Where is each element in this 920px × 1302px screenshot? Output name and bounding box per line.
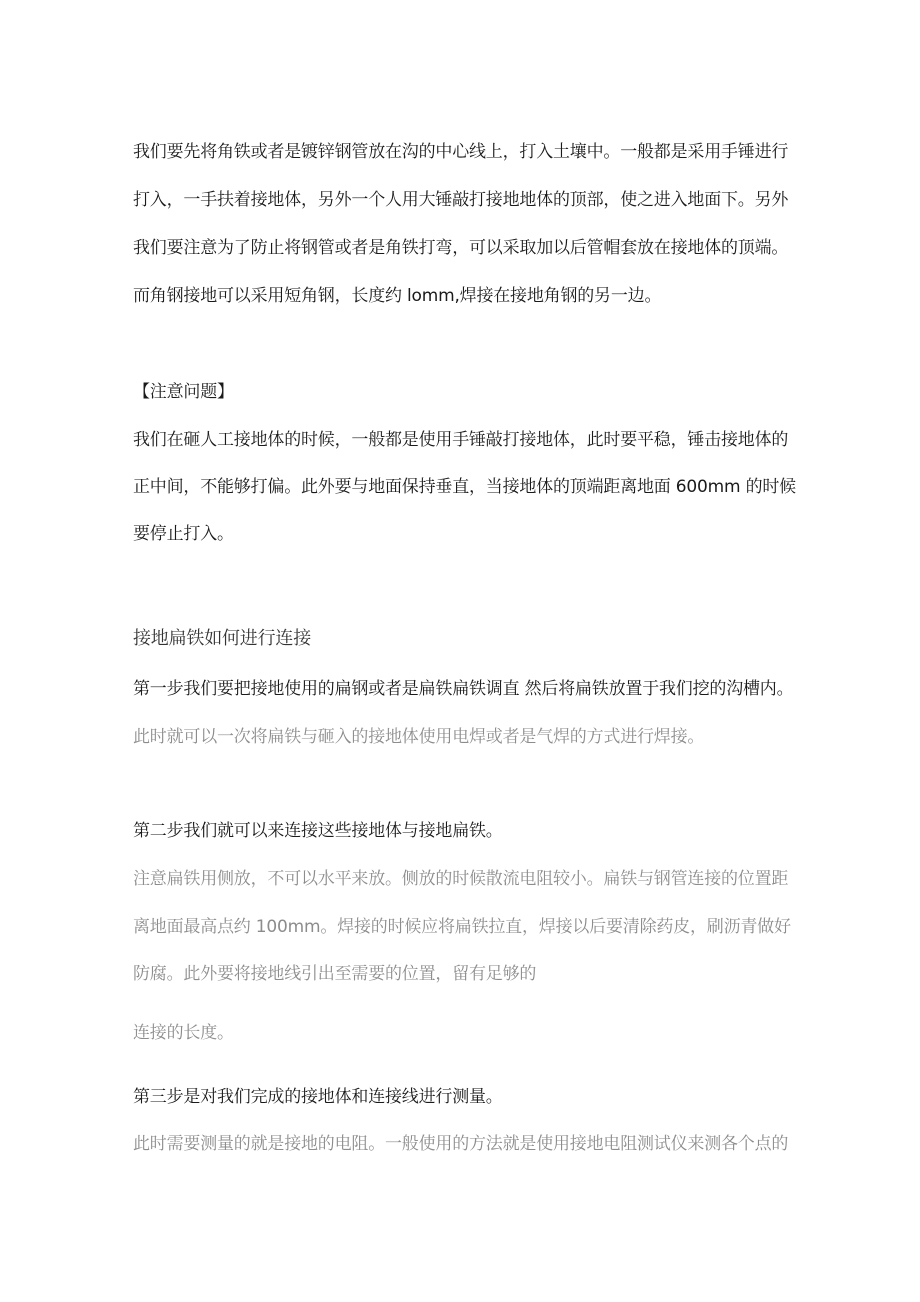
step3-title: 第三步是对我们完成的接地体和连接线进行测量。 <box>133 1087 503 1107</box>
section-heading: 接地扁铁如何进行连接 <box>133 628 311 649</box>
intro-line-1: 我们要先将角铁或者是镀锌钢管放在沟的中心线上，打入土壤中。一般都是采用手锤进行 <box>133 142 789 162</box>
step2-line-2: 离地面最高点约 100mm。焊接的时候应将扁铁拉直，焊接以后要清除药皮，刷沥青做好 <box>133 917 791 937</box>
notice-line-2: 正中间，不能够打偏。此外要与地面保持垂直，当接地体的顶端距离地面 600mm 的时候 <box>133 477 796 497</box>
intro-line-2: 打入，一手扶着接地体，另外一个人用大锤敲打接地地体的顶部，使之进入地面下。另外 <box>133 190 789 210</box>
notice-line-1: 我们在砸人工接地体的时候，一般都是使用手锤敲打接地体，此时要平稳，锤击接地体的 <box>133 430 789 450</box>
intro-line-4: 而角钢接地可以采用短角钢，长度约 lomm,焊接在接地角钢的另一边。 <box>133 286 662 306</box>
step2-line-4: 连接的长度。 <box>133 1023 234 1043</box>
intro-line-3: 我们要注意为了防止将钢管或者是角铁打弯，可以采取加以后管帽套放在接地体的顶端。 <box>133 238 789 258</box>
step1-title: 第一步我们要把接地使用的扁钢或者是扁铁扁铁调直 然后将扁铁放置于我们挖的沟槽内。 <box>133 679 794 699</box>
notice-title: 【注意问题】 <box>133 382 234 402</box>
step1-line-1: 此时就可以一次将扁铁与砸入的接地体使用电焊或者是气焊的方式进行焊接。 <box>133 727 705 747</box>
step2-line-3: 防腐。此外要将接地线引出至需要的位置，留有足够的 <box>133 964 537 984</box>
step2-title: 第二步我们就可以来连接这些接地体与接地扁铁。 <box>133 821 503 841</box>
step2-line-1: 注意扁铁用侧放，不可以水平来放。侧放的时候散流电阻较小。扁铁与钢管连接的位置距 <box>133 869 789 889</box>
notice-line-3: 要停止打入。 <box>133 524 234 544</box>
step3-line-1: 此时需要测量的就是接地的电阻。一般使用的方法就是使用接地电阻测试仪来测各个点的 <box>133 1134 789 1154</box>
